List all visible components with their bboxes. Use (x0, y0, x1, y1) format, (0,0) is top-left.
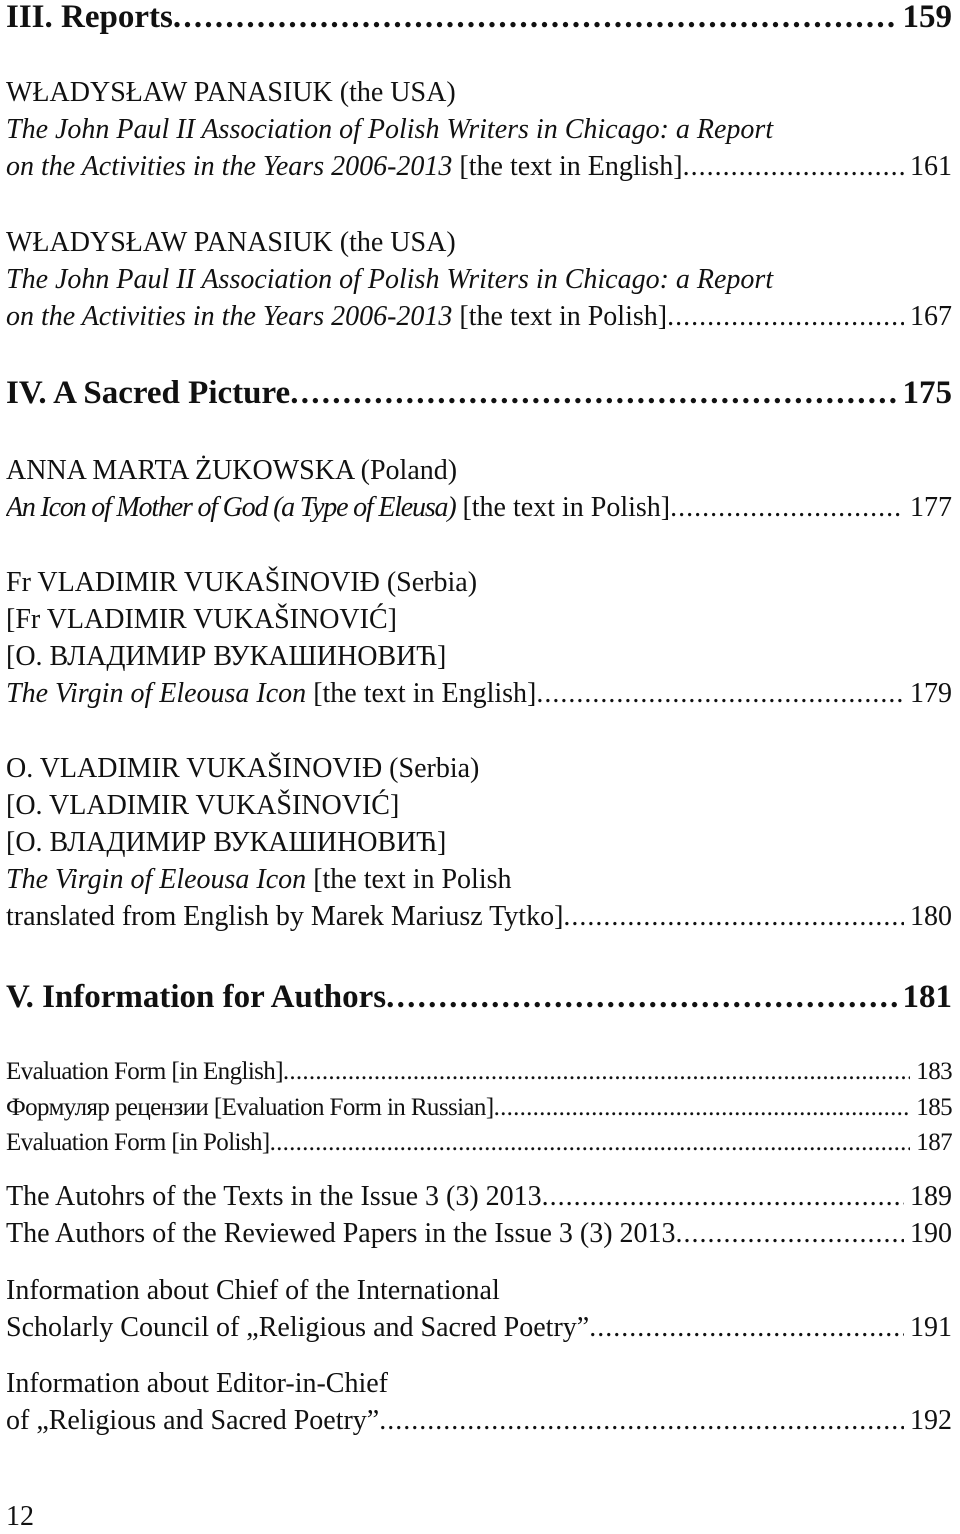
section-title: V. Information for Authors (6, 979, 387, 1015)
section-heading-information[interactable] (6, 978, 952, 1016)
dot-leader (494, 1092, 911, 1124)
entry-author: WŁADYSŁAW PANASIUK (the USA) (6, 227, 456, 258)
entry-title: of „Religious and Sacred Poetry” (6, 1405, 380, 1436)
page-ref: 187 (916, 1129, 952, 1156)
page-ref: 189 (910, 1181, 952, 1212)
entry-title: An Icon of Mother of God (a Type of Eleusa) (6, 492, 456, 523)
entry-title: Evaluation Form [in Polish] (6, 1129, 270, 1156)
section-title: IV. A Sacred Picture (6, 375, 291, 411)
page-ref: 179 (910, 678, 952, 709)
toc-entry-vukasinovic-polish[interactable] (6, 900, 952, 934)
entry-title: Формуляр рецензии [Evaluation Form in Russian] (6, 1094, 494, 1121)
entry-title: Scholarly Council of „Religious and Sacred Poetry” (6, 1312, 590, 1343)
dot-leader (589, 1311, 904, 1345)
entry-title: The Virgin of Eleousa Icon (6, 678, 307, 709)
toc-entry-form-polish[interactable] (6, 1127, 952, 1159)
dot-leader (173, 0, 897, 36)
section-heading-reports[interactable] (6, 0, 952, 36)
page-ref: 167 (910, 301, 952, 332)
entry-author: WŁADYSŁAW PANASIUK (the USA) (6, 77, 456, 108)
entry-title-line: The John Paul II Association of Polish Writers in Chicago: a Report (6, 264, 774, 295)
dot-leader (270, 1127, 911, 1159)
toc-entry-editor[interactable] (6, 1404, 952, 1438)
dot-leader (676, 1217, 904, 1251)
entry-title: The Virgin of Eleousa Icon (6, 864, 307, 895)
entry-author: ANNA MARTA ŻUKOWSKA (Poland) (6, 455, 458, 486)
toc-entry-zukowska[interactable] (6, 491, 952, 525)
entry-note: [the text in English] (459, 151, 683, 182)
entry-author-cyrillic: [О. ВЛАДИМИР ВУКАШИНОВИЋ] (6, 827, 447, 858)
page-number: 12 (6, 1501, 34, 1532)
section-heading-sacred-picture[interactable] (6, 374, 952, 412)
entry-title-line: Information about Chief of the International (6, 1275, 500, 1306)
entry-title: on the Activities in the Years 2006-2013 (6, 151, 453, 182)
page-ref: 190 (910, 1218, 952, 1249)
toc-entry-form-russian[interactable] (6, 1092, 952, 1124)
page-ref: 181 (902, 979, 952, 1015)
entry-title: Evaluation Form [in English] (6, 1058, 283, 1085)
page-ref: 185 (916, 1094, 952, 1121)
dot-leader (386, 978, 896, 1016)
entry-note: [the text in Polish (313, 864, 512, 895)
dot-leader (290, 374, 896, 412)
entry-author-alt: [O. VLADIMIR VUKAŠINOVIĆ] (6, 790, 400, 821)
page-ref: 175 (902, 375, 952, 411)
toc-entry-panasiuk-english[interactable] (6, 150, 952, 184)
entry-author-alt: [Fr VLADIMIR VUKAŠINOVIĆ] (6, 604, 397, 635)
dot-leader (283, 1056, 910, 1088)
dot-leader (563, 900, 904, 934)
dot-leader (542, 1180, 904, 1214)
dot-leader (379, 1404, 904, 1438)
page-ref: 191 (910, 1312, 952, 1343)
entry-title: The Authors of the Reviewed Papers in the Issue 3 (3) 2013 (6, 1218, 676, 1249)
entry-note: translated from English by Marek Mariusz Tytko] (6, 901, 564, 932)
dot-leader (683, 150, 904, 184)
entry-author: O. VLADIMIR VUKAŠINOVIĐ (Serbia) (6, 753, 480, 784)
dot-leader (667, 300, 904, 334)
entry-title-line (6, 863, 952, 897)
page-ref: 177 (910, 492, 952, 523)
section-title: III. Reports (6, 0, 173, 35)
dot-leader (670, 491, 904, 525)
toc-entry-vukasinovic-english[interactable] (6, 677, 952, 711)
entry-title: on the Activities in the Years 2006-2013 (6, 301, 453, 332)
entry-note: [the text in Polish] (462, 492, 671, 523)
entry-note: [the text in Polish] (459, 301, 668, 332)
page-ref: 183 (916, 1058, 952, 1085)
toc-entry-panasiuk-polish[interactable] (6, 300, 952, 334)
page-ref: 192 (910, 1405, 952, 1436)
toc-entry-authors-texts[interactable] (6, 1180, 952, 1214)
entry-title-line: The John Paul II Association of Polish Writers in Chicago: a Report (6, 114, 774, 145)
toc-entry-chief[interactable] (6, 1311, 952, 1345)
page-ref: 159 (902, 0, 952, 35)
page-ref: 180 (910, 901, 952, 932)
toc-entry-form-english[interactable] (6, 1056, 952, 1088)
page-ref: 161 (910, 151, 952, 182)
entry-author-cyrillic: [О. ВЛАДИМИР ВУКАШИНОВИЋ] (6, 641, 447, 672)
entry-author: Fr VLADIMIR VUKAŠINOVIĐ (Serbia) (6, 567, 478, 598)
entry-title: The Autohrs of the Texts in the Issue 3 (3) 2013 (6, 1181, 542, 1212)
entry-note: [the text in English] (313, 678, 537, 709)
dot-leader (536, 677, 904, 711)
toc-entry-authors-reviewed[interactable] (6, 1217, 952, 1251)
entry-title-line: Information about Editor-in-Chief (6, 1368, 389, 1399)
